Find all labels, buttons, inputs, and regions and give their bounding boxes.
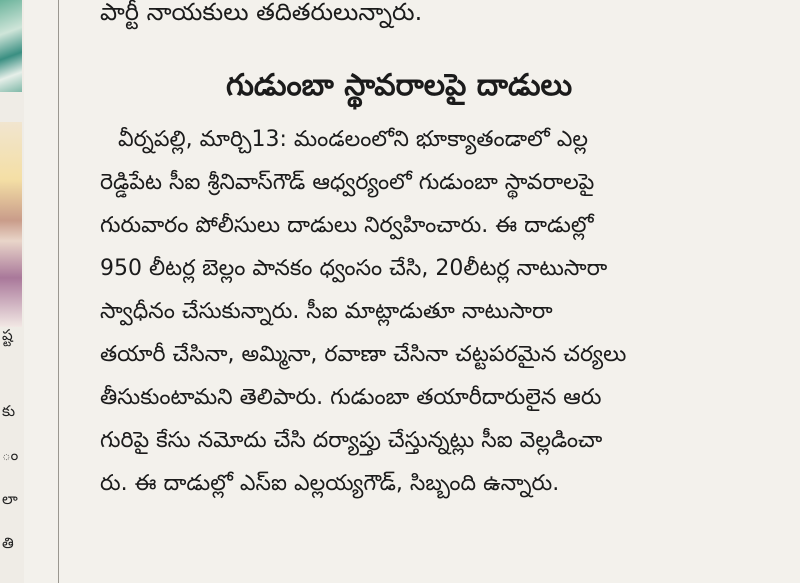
strip-text-2: కు bbox=[2, 402, 16, 420]
strip-text-5: తి bbox=[2, 534, 14, 552]
body-line-8: గురిపై కేసు నమోదు చేసి దర్యాప్తు చేస్తున్నట్లు సీఐ వెల్లడించా bbox=[100, 428, 603, 453]
body-line-5: స్వాధీనం చేసుకున్నారు. సీఐ మాట్లాడుతూ నాటుసారా bbox=[100, 299, 553, 324]
previous-article-last-line: పార్టీ నాయకులు తదితరులున్నారు. bbox=[100, 0, 423, 26]
photo-fragment-top bbox=[0, 0, 22, 92]
body-line-6: తయారీ చేసినా, అమ్మినా, రవాణా చేసినా చట్టపరమైన చర్యలు bbox=[100, 342, 627, 367]
column-divider bbox=[58, 0, 59, 583]
body-line-2: రెడ్డిపేట సీఐ శ్రీనివాస్‌గౌడ్ ఆధ్వర్యంలో గుడుంబా స్థావరాలపై bbox=[100, 170, 595, 195]
body-line-9: రు. ఈ దాడుల్లో ఎస్ఐ ఎల్లయ్యగౌడ్, సిబ్బంది ఉన్నారు. bbox=[100, 471, 560, 496]
strip-text-3: ం bbox=[2, 446, 19, 464]
article-headline: గుడుంబా స్థావరాలపై దాడులు bbox=[226, 68, 573, 103]
body-line-3: గురువారం పోలీసులు దాడులు నిర్వహించారు. ఈ దాడుల్లో bbox=[100, 213, 594, 238]
body-line-1: వీర్నపల్లి, మార్చి13: మండలంలోని భూక్యాతండాలో ఎల్ల bbox=[118, 127, 588, 152]
adjacent-column-strip bbox=[0, 0, 24, 583]
strip-text-4: లా bbox=[2, 490, 18, 508]
photo-fragment-middle bbox=[0, 122, 22, 327]
body-line-7: తీసుకుంటామని తెలిపారు. గుడుంబా తయారీదారులైన ఆరు bbox=[100, 385, 602, 410]
strip-text-1: ష్ట bbox=[2, 326, 13, 344]
body-line-4: 950 లీటర్ల బెల్లం పానకం ధ్వంసం చేసి, 20లీటర్ల నాటుసారా bbox=[100, 256, 608, 281]
